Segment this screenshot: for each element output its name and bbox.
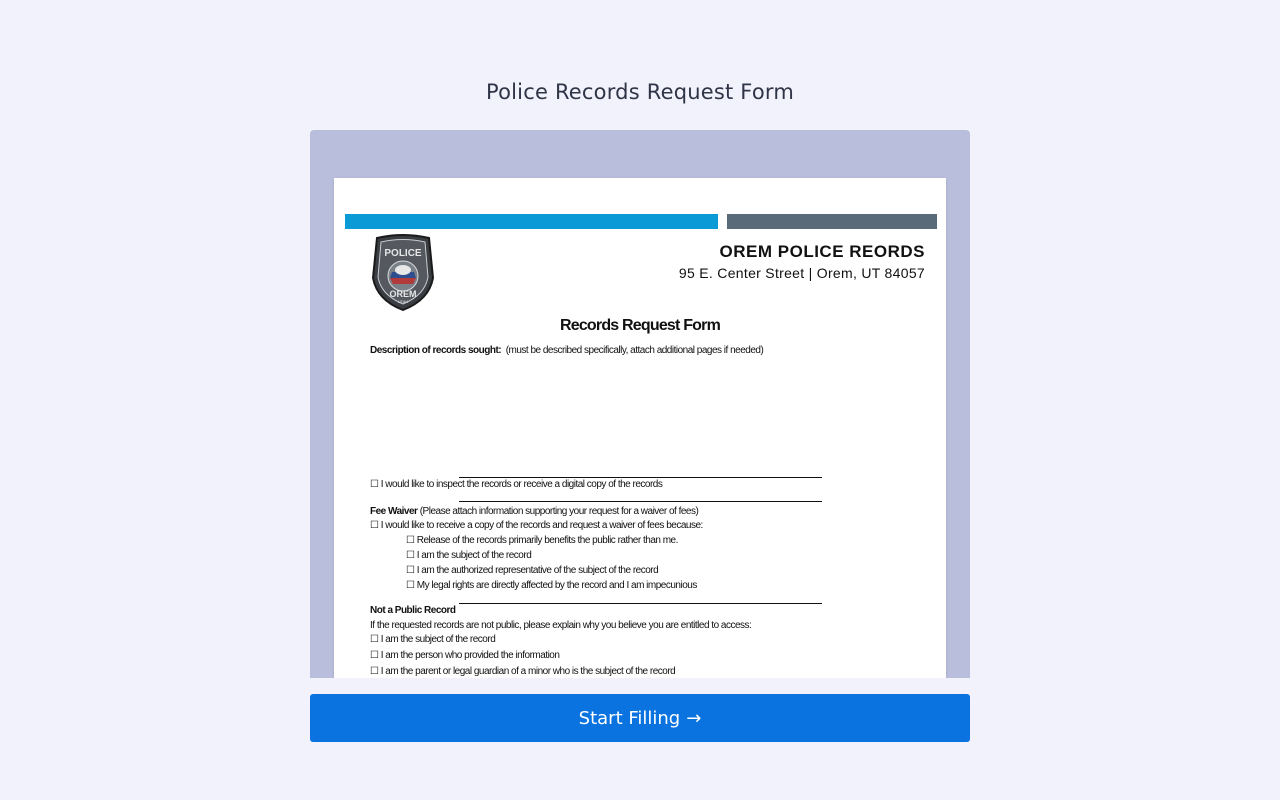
fee-reason-item: ☐ Release of the records primarily benefits the public rather than me. [406, 535, 678, 546]
description-hint: (must be described specifically, attach additional pages if needed) [505, 345, 764, 356]
description-label: Description of records sought: [370, 345, 502, 356]
not-public-label [370, 605, 456, 616]
not-public-label-text: Not a Public Record [370, 605, 456, 616]
fee-reason-item: ☐ I am the subject of the record [406, 550, 532, 561]
fee-waiver-option: ☐ I would like to receive a copy of the records and request a waiver of fees because: [370, 520, 703, 531]
fee-reason-item: ☐ My legal rights are directly affected by the record and I am impecunious [406, 580, 697, 591]
fee-waiver-label: Fee Waiver [370, 506, 418, 517]
not-public-option: ☐ I am the subject of the record [370, 634, 496, 645]
page-title: Police Records Request Form [485, 80, 795, 104]
divider-rule [459, 501, 822, 502]
start-filling-button[interactable] [310, 694, 970, 742]
divider-rule [459, 603, 822, 604]
fee-reason-item: ☐ I am the authorized representative of the subject of the record [406, 565, 659, 576]
svg-text:POLICE: POLICE [384, 248, 422, 259]
arrow-right-icon: → [686, 707, 702, 729]
fee-waiver-row [370, 506, 698, 517]
description-row [370, 345, 763, 356]
svg-text:OREM: OREM [389, 289, 417, 299]
header-title: OREM POLICE REORDS [719, 242, 925, 261]
document-preview [310, 130, 970, 678]
not-public-option: ☐ I am the parent or legal guardian of a minor who is the subject of the record [370, 666, 676, 677]
fee-waiver-hint: (Please attach information supporting your request for a waiver of fees) [419, 506, 699, 517]
not-public-intro: If the requested records are not public, please explain why you believe you are entitled to access: [370, 620, 752, 631]
signature-rule [459, 477, 822, 478]
not-public-option: ☐ I am the person who provided the information [370, 650, 560, 661]
svg-text:UTAH: UTAH [397, 299, 409, 304]
header-address: 95 E. Center Street | Orem, UT 84057 [678, 265, 925, 281]
header-bar-blue [345, 214, 718, 229]
form-heading: Records Request Form [559, 317, 721, 334]
inspect-option: ☐ I would like to inspect the records or receive a digital copy of the records [370, 479, 663, 490]
start-filling-label: Start Filling [578, 707, 681, 729]
document-page [334, 178, 946, 678]
police-badge-icon [371, 234, 435, 312]
header-bar-gray [727, 214, 937, 229]
